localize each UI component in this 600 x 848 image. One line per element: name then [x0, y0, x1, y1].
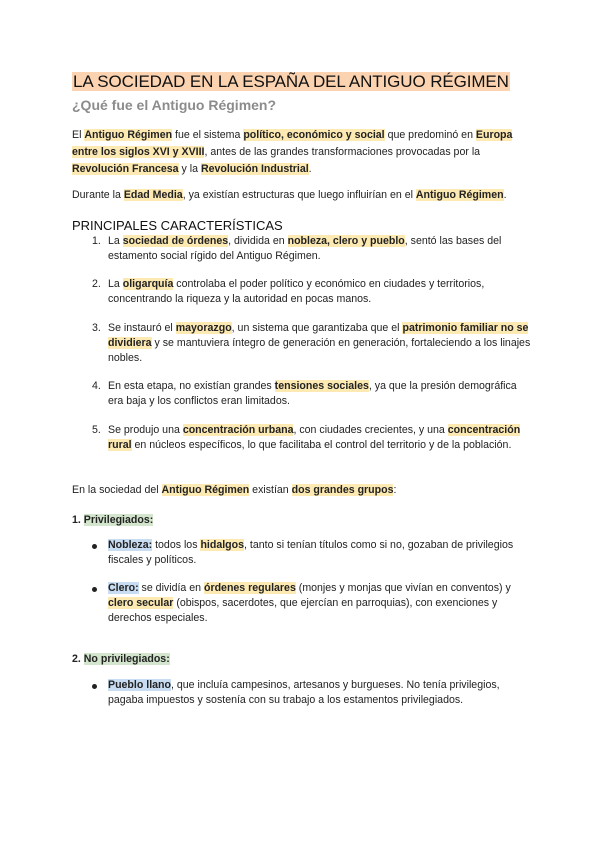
list-item: 4. En esta etapa, no existían grandes tensiones sociales, ya que la presión demográfica era baja y los conflictos eran limitados. [92, 380, 517, 407]
document-title: LA SOCIEDAD EN LA ESPAÑA DEL ANTIGUO RÉGIMEN [73, 72, 509, 91]
intro-paragraph-1: El Antiguo Régimen fue el sistema político, económico y social que predominó en Europa entre los siglos XVI y XVIII, antes de las grandes transformaciones provocadas por la Revolución Francesa y la Revolución Industrial. [72, 129, 513, 175]
list-item: 1. La sociedad de órdenes, dividida en nobleza, clero y pueblo, sentó las bases del estamento social rígido del Antiguo Régimen. [92, 235, 502, 262]
list-item: Pueblo llano, que incluía campesinos, artesanos y burgueses. No tenía privilegios, pagaba impuestos y sostenía con su trabajo a los estamentos privilegiados. [92, 678, 532, 708]
list-item: Clero: se dividía en órdenes regulares (monjes y monjas que vivían en conventos) y clero secular (obispos, sacerdotes, que ejercían en parroquias), con exenciones y derechos especiales. [92, 581, 532, 626]
bullet-icon [92, 684, 97, 689]
privileged-heading: 1. Privilegiados: [72, 514, 154, 526]
groups-intro-paragraph: En la sociedad del Antiguo Régimen existían dos grandes grupos: [72, 484, 397, 496]
list-item: 2. La oligarquía controlaba el poder político y económico en ciudades y territorios, concentrando la riqueza y la autoridad en pocas manos. [92, 278, 485, 305]
document-subtitle: ¿Qué fue el Antiguo Régimen? [72, 97, 277, 113]
list-item: Nobleza: todos los hidalgos, tanto si tenían títulos como si no, gozaban de privilegios fiscales y políticos. [92, 538, 532, 568]
bullet-icon [92, 544, 97, 549]
list-item: 5. Se produjo una concentración urbana, con ciudades crecientes, y una concentración rural en núcleos específicos, lo que facilitaba el control del territorio y de la población. [92, 424, 521, 451]
section-title: PRINCIPALES CARACTERÍSTICAS [72, 218, 283, 233]
intro-paragraph-2: Durante la Edad Media, ya existían estructuras que luego influirían en el Antiguo Régimen. [72, 189, 507, 201]
list-item: 3. Se instauró el mayorazgo, un sistema que garantizaba que el patrimonio familiar no se dividiera y se mantuviera íntegro de generación en generación, fortaleciendo a los linajes nobles. [92, 322, 531, 364]
non-privileged-heading: 2. No privilegiados: [72, 653, 170, 665]
bullet-icon [92, 587, 97, 592]
